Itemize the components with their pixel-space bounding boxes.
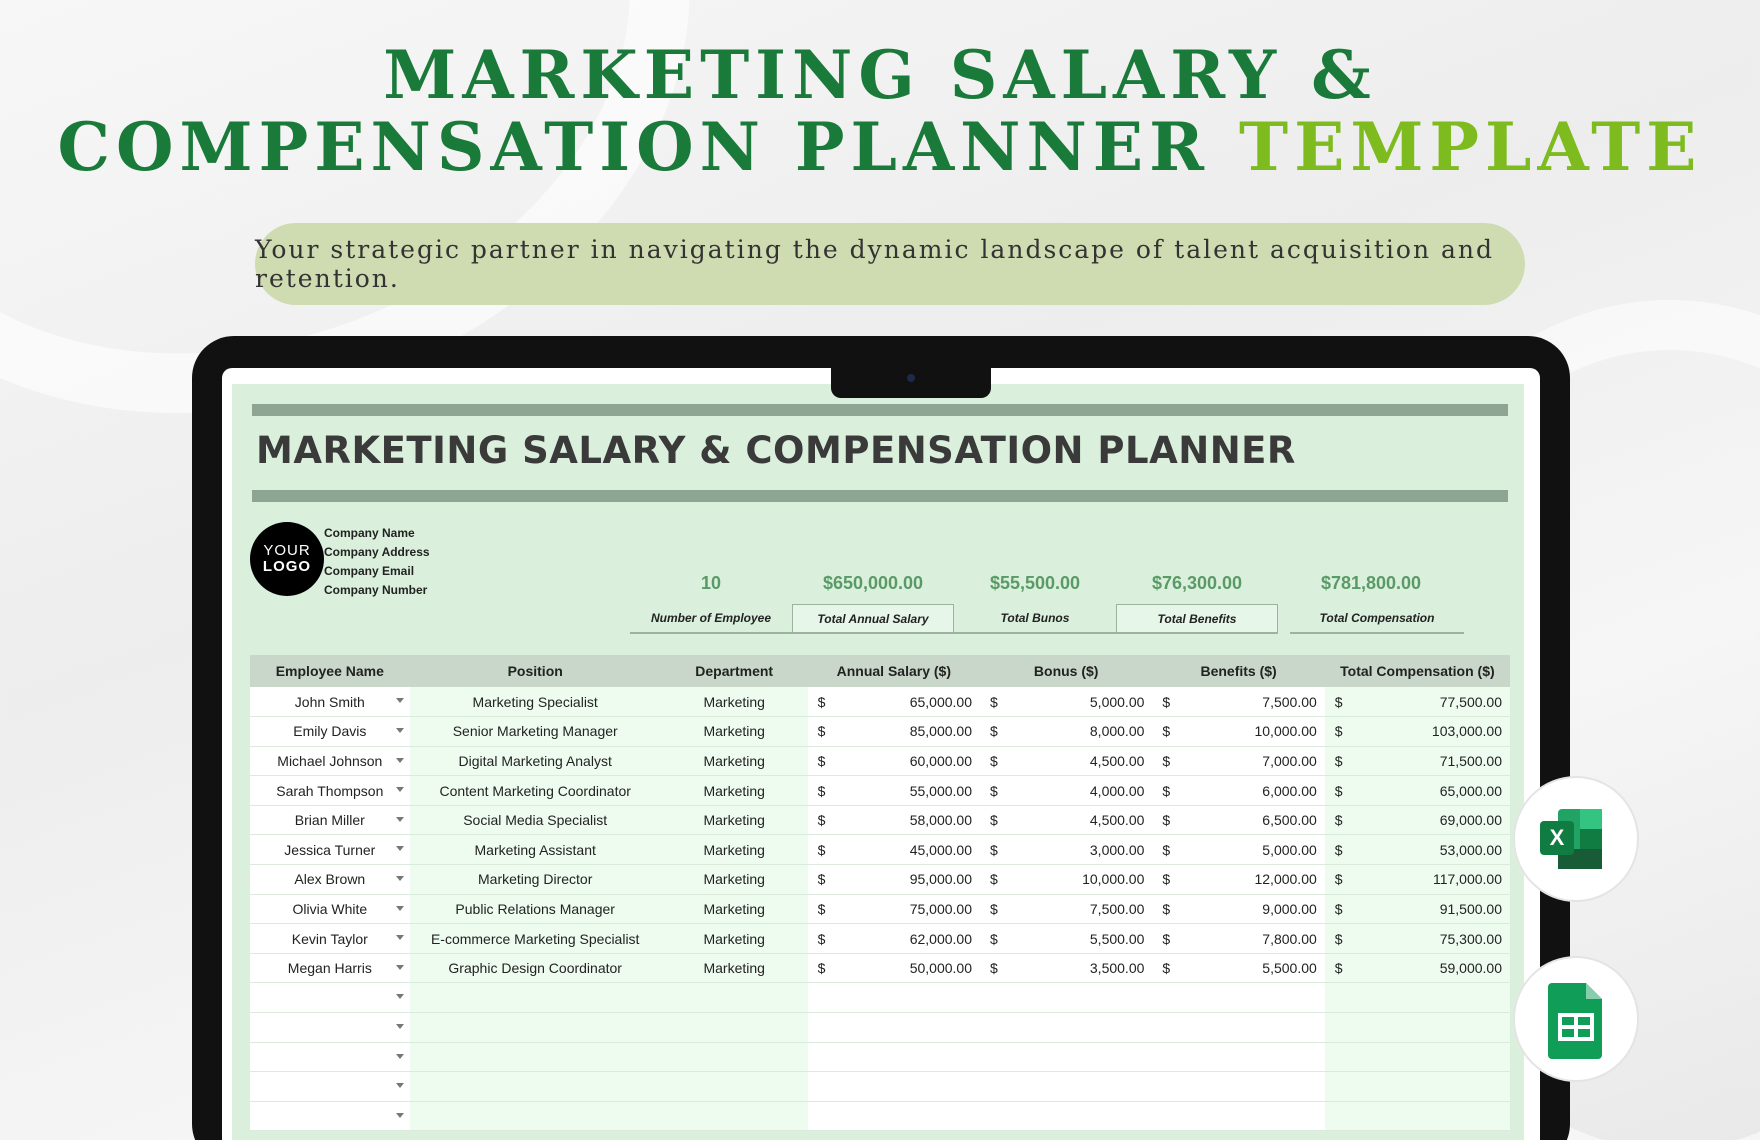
camera-icon bbox=[907, 374, 915, 382]
currency-symbol: $ bbox=[1334, 960, 1343, 977]
hero-title-line2 bbox=[0, 108, 1760, 186]
spreadsheet bbox=[232, 384, 1524, 1140]
compensation-table bbox=[250, 655, 1510, 1131]
employee-name-cell[interactable] bbox=[250, 717, 410, 747]
amount: 58,000.00 bbox=[909, 812, 972, 829]
employee-name: Sarah Thompson bbox=[276, 782, 384, 799]
bonus-cell[interactable] bbox=[980, 924, 1152, 954]
dropdown-arrow-icon[interactable] bbox=[396, 698, 404, 703]
benefits-cell[interactable] bbox=[1152, 776, 1324, 806]
bonus-cell[interactable] bbox=[980, 894, 1152, 924]
currency-symbol: $ bbox=[1334, 752, 1343, 769]
employee-name-cell[interactable] bbox=[250, 776, 410, 806]
logo-text-bottom: LOGO bbox=[262, 558, 312, 575]
total-compensation-cell bbox=[1325, 983, 1510, 1013]
currency-symbol: $ bbox=[1162, 752, 1171, 769]
col-annual-salary[interactable]: Annual Salary ($) bbox=[808, 655, 980, 687]
position-cell[interactable] bbox=[410, 1013, 661, 1043]
amount: 59,000.00 bbox=[1439, 960, 1502, 977]
benefits-cell[interactable] bbox=[1152, 865, 1324, 895]
employee-name-cell[interactable] bbox=[250, 983, 410, 1013]
currency-symbol: $ bbox=[1162, 960, 1171, 977]
annual-salary-cell[interactable] bbox=[808, 1072, 980, 1102]
department-cell[interactable]: Marketing bbox=[661, 924, 808, 954]
amount: 9,000.00 bbox=[1262, 900, 1317, 917]
currency-symbol: $ bbox=[817, 930, 826, 947]
col-bonus[interactable]: Bonus ($) bbox=[980, 655, 1152, 687]
department-cell[interactable] bbox=[661, 1042, 808, 1072]
bonus-cell[interactable] bbox=[980, 717, 1152, 747]
benefits-cell[interactable] bbox=[1152, 953, 1324, 983]
bonus-cell[interactable] bbox=[980, 1042, 1152, 1072]
dropdown-arrow-icon[interactable] bbox=[396, 1054, 404, 1059]
table-row bbox=[250, 1013, 1510, 1043]
kpi-total-salary: $650,000.00 bbox=[822, 573, 924, 593]
dropdown-arrow-icon[interactable] bbox=[396, 728, 404, 733]
position-cell[interactable]: E-commerce Marketing Specialist bbox=[410, 924, 661, 954]
amount: 95,000.00 bbox=[909, 871, 972, 888]
table-header-row bbox=[250, 655, 1510, 687]
currency-symbol: $ bbox=[990, 930, 998, 947]
position-cell[interactable]: Content Marketing Coordinator bbox=[410, 776, 661, 806]
table-row bbox=[250, 865, 1510, 895]
amount: 6,000.00 bbox=[1262, 782, 1317, 799]
total-compensation-cell bbox=[1325, 924, 1510, 954]
tagline-pill bbox=[255, 223, 1525, 305]
currency-symbol: $ bbox=[1334, 782, 1343, 799]
table-row bbox=[250, 805, 1510, 835]
currency-symbol: $ bbox=[1334, 900, 1343, 917]
amount: 7,800.00 bbox=[1262, 930, 1317, 947]
benefits-cell[interactable] bbox=[1152, 835, 1324, 865]
dropdown-arrow-icon[interactable] bbox=[396, 935, 404, 940]
amount: 10,000.00 bbox=[1082, 871, 1145, 888]
amount: 4,000.00 bbox=[1089, 782, 1145, 799]
currency-symbol: $ bbox=[1162, 871, 1171, 888]
employee-name: Brian Miller bbox=[294, 812, 365, 829]
amount: 85,000.00 bbox=[909, 723, 972, 740]
annual-salary-cell[interactable] bbox=[808, 687, 980, 717]
table-row bbox=[250, 983, 1510, 1013]
total-compensation-cell bbox=[1325, 865, 1510, 895]
company-number[interactable]: Company Number bbox=[324, 583, 428, 597]
position-cell[interactable] bbox=[410, 1072, 661, 1102]
table-row bbox=[250, 746, 1510, 776]
dropdown-arrow-icon[interactable] bbox=[396, 817, 404, 822]
amount: 6,500.00 bbox=[1262, 812, 1317, 829]
title-band-bottom bbox=[252, 490, 1508, 502]
employee-name: Emily Davis bbox=[293, 723, 367, 740]
currency-symbol: $ bbox=[1334, 841, 1343, 858]
currency-symbol: $ bbox=[817, 752, 826, 769]
department-cell[interactable]: Marketing bbox=[661, 894, 808, 924]
currency-symbol: $ bbox=[990, 723, 998, 740]
kpi-label-employees: Number of Employee bbox=[630, 604, 792, 634]
department-cell[interactable]: Marketing bbox=[661, 953, 808, 983]
table-row bbox=[250, 924, 1510, 954]
currency-symbol: $ bbox=[990, 752, 998, 769]
benefits-cell[interactable] bbox=[1152, 687, 1324, 717]
employee-name-cell[interactable] bbox=[250, 865, 410, 895]
bonus-cell[interactable] bbox=[980, 835, 1152, 865]
amount: 55,000.00 bbox=[909, 782, 972, 799]
employee-name-cell[interactable] bbox=[250, 1072, 410, 1102]
annual-salary-cell[interactable] bbox=[808, 865, 980, 895]
laptop-screen bbox=[222, 368, 1540, 1140]
bonus-cell[interactable] bbox=[980, 746, 1152, 776]
total-compensation-cell bbox=[1325, 835, 1510, 865]
position-cell[interactable] bbox=[410, 1101, 661, 1131]
currency-symbol: $ bbox=[817, 812, 826, 829]
position-cell[interactable]: Marketing Director bbox=[410, 865, 661, 895]
amount: 62,000.00 bbox=[909, 930, 972, 947]
hero-title-line1: MARKETING SALARY & bbox=[383, 36, 1377, 114]
amount: 60,000.00 bbox=[909, 752, 972, 769]
bonus-cell[interactable] bbox=[980, 805, 1152, 835]
total-compensation-cell bbox=[1325, 894, 1510, 924]
currency-symbol: $ bbox=[817, 723, 826, 740]
amount: 5,000.00 bbox=[1262, 841, 1317, 858]
department-cell[interactable]: Marketing bbox=[661, 746, 808, 776]
total-compensation-cell bbox=[1325, 717, 1510, 747]
total-compensation-cell bbox=[1325, 1042, 1510, 1072]
amount: 65,000.00 bbox=[1439, 782, 1502, 799]
annual-salary-cell[interactable] bbox=[808, 983, 980, 1013]
position-cell[interactable]: Graphic Design Coordinator bbox=[410, 953, 661, 983]
benefits-cell[interactable] bbox=[1152, 1072, 1324, 1102]
google-sheets-icon bbox=[1548, 983, 1602, 1059]
dropdown-arrow-icon[interactable] bbox=[396, 876, 404, 881]
benefits-cell[interactable] bbox=[1152, 746, 1324, 776]
table-row bbox=[250, 953, 1510, 983]
bonus-cell[interactable] bbox=[980, 776, 1152, 806]
currency-symbol: $ bbox=[817, 782, 826, 799]
hero-title-accent: TEMPLATE bbox=[1238, 108, 1703, 186]
department-cell[interactable]: Marketing bbox=[661, 776, 808, 806]
position-cell[interactable]: Marketing Specialist bbox=[410, 687, 661, 717]
bonus-cell[interactable] bbox=[980, 687, 1152, 717]
amount: 65,000.00 bbox=[909, 693, 972, 710]
amount: 10,000.00 bbox=[1254, 723, 1317, 740]
employee-name-cell[interactable] bbox=[250, 1101, 410, 1131]
department-cell[interactable]: Marketing bbox=[661, 717, 808, 747]
employee-name-cell[interactable] bbox=[250, 746, 410, 776]
employee-name-cell[interactable] bbox=[250, 924, 410, 954]
company-address[interactable]: Company Address bbox=[324, 545, 430, 559]
amount: 12,000.00 bbox=[1254, 871, 1317, 888]
google-sheets-badge bbox=[1510, 953, 1642, 1085]
annual-salary-cell[interactable] bbox=[808, 835, 980, 865]
currency-symbol: $ bbox=[1334, 723, 1343, 740]
laptop-notch bbox=[831, 368, 991, 398]
company-info bbox=[324, 524, 430, 600]
dropdown-arrow-icon[interactable] bbox=[396, 758, 404, 763]
col-employee-name[interactable]: Employee Name bbox=[250, 655, 410, 687]
bonus-cell[interactable] bbox=[980, 983, 1152, 1013]
dropdown-arrow-icon[interactable] bbox=[396, 906, 404, 911]
position-cell[interactable]: Digital Marketing Analyst bbox=[410, 746, 661, 776]
bonus-cell[interactable] bbox=[980, 865, 1152, 895]
annual-salary-cell[interactable] bbox=[808, 953, 980, 983]
total-compensation-cell bbox=[1325, 746, 1510, 776]
company-email[interactable]: Company Email bbox=[324, 564, 415, 578]
kpi-label-salary: Total Annual Salary bbox=[792, 604, 954, 634]
total-compensation-cell bbox=[1325, 687, 1510, 717]
currency-symbol: $ bbox=[990, 782, 998, 799]
annual-salary-cell[interactable] bbox=[808, 717, 980, 747]
amount: 91,500.00 bbox=[1439, 900, 1502, 917]
table-body bbox=[250, 687, 1510, 1131]
amount: 8,000.00 bbox=[1089, 723, 1145, 740]
table-row bbox=[250, 835, 1510, 865]
excel-badge bbox=[1510, 773, 1642, 905]
kpi-total-bonus: $55,500.00 bbox=[989, 573, 1081, 593]
amount: 4,500.00 bbox=[1089, 752, 1145, 769]
employee-name-cell[interactable] bbox=[250, 835, 410, 865]
currency-symbol: $ bbox=[990, 693, 998, 710]
employee-name-cell[interactable] bbox=[250, 953, 410, 983]
currency-symbol: $ bbox=[990, 841, 998, 858]
benefits-cell[interactable] bbox=[1152, 717, 1324, 747]
department-cell[interactable] bbox=[661, 983, 808, 1013]
svg-text:X: X bbox=[1549, 825, 1565, 850]
currency-symbol: $ bbox=[817, 900, 826, 917]
employee-name: Alex Brown bbox=[294, 871, 366, 888]
amount: 3,500.00 bbox=[1089, 960, 1145, 977]
position-cell[interactable] bbox=[410, 1042, 661, 1072]
bonus-cell[interactable] bbox=[980, 953, 1152, 983]
currency-symbol: $ bbox=[1334, 812, 1343, 829]
amount: 5,500.00 bbox=[1089, 930, 1145, 947]
department-cell[interactable]: Marketing bbox=[661, 865, 808, 895]
employee-name: Megan Harris bbox=[287, 960, 372, 977]
currency-symbol: $ bbox=[1162, 900, 1171, 917]
sheet-title: MARKETING SALARY & COMPENSATION PLANNER bbox=[256, 429, 1296, 472]
annual-salary-cell[interactable] bbox=[808, 1013, 980, 1043]
annual-salary-cell[interactable] bbox=[808, 1042, 980, 1072]
amount: 75,300.00 bbox=[1439, 930, 1502, 947]
dropdown-arrow-icon[interactable] bbox=[396, 846, 404, 851]
amount: 77,500.00 bbox=[1439, 693, 1502, 710]
employee-name-cell[interactable] bbox=[250, 1042, 410, 1072]
annual-salary-cell[interactable] bbox=[808, 894, 980, 924]
position-cell[interactable]: Marketing Assistant bbox=[410, 835, 661, 865]
tagline: Your strategic partner in navigating the dynamic landscape of talent acquisition and retention. bbox=[255, 235, 1494, 293]
bonus-cell[interactable] bbox=[980, 1013, 1152, 1043]
amount: 7,500.00 bbox=[1262, 693, 1317, 710]
title-band-top bbox=[252, 404, 1508, 416]
total-compensation-cell bbox=[1325, 1101, 1510, 1131]
amount: 3,000.00 bbox=[1089, 841, 1145, 858]
company-logo bbox=[250, 522, 324, 596]
kpi-label-bonus: Total Bunos bbox=[954, 604, 1116, 634]
employee-name: Michael Johnson bbox=[277, 752, 383, 769]
currency-symbol: $ bbox=[1162, 930, 1171, 947]
currency-symbol: $ bbox=[817, 841, 826, 858]
col-department[interactable]: Department bbox=[661, 655, 808, 687]
table-row bbox=[250, 687, 1510, 717]
kpi-employee-count: 10 bbox=[700, 573, 722, 593]
currency-symbol: $ bbox=[1162, 693, 1171, 710]
annual-salary-cell[interactable] bbox=[808, 805, 980, 835]
amount: 71,500.00 bbox=[1439, 752, 1502, 769]
col-position[interactable]: Position bbox=[410, 655, 661, 687]
position-cell[interactable]: Social Media Specialist bbox=[410, 805, 661, 835]
amount: 69,000.00 bbox=[1439, 812, 1502, 829]
dropdown-arrow-icon[interactable] bbox=[396, 1024, 404, 1029]
dropdown-arrow-icon[interactable] bbox=[396, 1083, 404, 1088]
total-compensation-cell bbox=[1325, 805, 1510, 835]
amount: 5,500.00 bbox=[1262, 960, 1317, 977]
employee-name-cell[interactable] bbox=[250, 687, 410, 717]
department-cell[interactable] bbox=[661, 1013, 808, 1043]
currency-symbol: $ bbox=[1162, 841, 1171, 858]
company-name[interactable]: Company Name bbox=[324, 526, 415, 540]
currency-symbol: $ bbox=[990, 812, 998, 829]
total-compensation-cell bbox=[1325, 776, 1510, 806]
amount: 50,000.00 bbox=[909, 960, 972, 977]
amount: 7,000.00 bbox=[1262, 752, 1317, 769]
department-cell[interactable] bbox=[661, 1101, 808, 1131]
annual-salary-cell[interactable] bbox=[808, 776, 980, 806]
table-row bbox=[250, 894, 1510, 924]
amount: 45,000.00 bbox=[909, 841, 972, 858]
bonus-cell[interactable] bbox=[980, 1101, 1152, 1131]
department-cell[interactable]: Marketing bbox=[661, 805, 808, 835]
employee-name: Kevin Taylor bbox=[291, 930, 368, 947]
laptop-frame bbox=[192, 336, 1570, 1140]
benefits-cell[interactable] bbox=[1152, 1101, 1324, 1131]
currency-symbol: $ bbox=[817, 871, 826, 888]
total-compensation-cell bbox=[1325, 953, 1510, 983]
currency-symbol: $ bbox=[990, 871, 998, 888]
department-cell[interactable]: Marketing bbox=[661, 835, 808, 865]
table-row bbox=[250, 1101, 1510, 1131]
department-cell[interactable]: Marketing bbox=[661, 687, 808, 717]
dropdown-arrow-icon[interactable] bbox=[396, 1113, 404, 1118]
department-cell[interactable] bbox=[661, 1072, 808, 1102]
amount: 53,000.00 bbox=[1439, 841, 1502, 858]
bonus-cell[interactable] bbox=[980, 1072, 1152, 1102]
employee-name: Olivia White bbox=[292, 900, 368, 917]
dropdown-arrow-icon[interactable] bbox=[396, 994, 404, 999]
amount: 117,000.00 bbox=[1432, 871, 1502, 888]
table-row bbox=[250, 1042, 1510, 1072]
kpi-label-benefits: Total Benefits bbox=[1116, 604, 1278, 634]
table-row bbox=[250, 717, 1510, 747]
currency-symbol: $ bbox=[990, 900, 998, 917]
currency-symbol: $ bbox=[1162, 782, 1171, 799]
position-cell[interactable]: Senior Marketing Manager bbox=[410, 717, 661, 747]
employee-name: John Smith bbox=[294, 693, 365, 710]
kpi-total-benefits: $76,300.00 bbox=[1151, 573, 1243, 593]
position-cell[interactable] bbox=[410, 983, 661, 1013]
kpi-label-compensation: Total Compensation bbox=[1290, 604, 1464, 634]
currency-symbol: $ bbox=[817, 693, 826, 710]
currency-symbol: $ bbox=[817, 960, 826, 977]
position-cell[interactable]: Public Relations Manager bbox=[410, 894, 661, 924]
benefits-cell[interactable] bbox=[1152, 805, 1324, 835]
amount: 4,500.00 bbox=[1089, 812, 1145, 829]
currency-symbol: $ bbox=[1334, 871, 1343, 888]
logo-text-top: YOUR bbox=[263, 542, 311, 559]
benefits-cell[interactable] bbox=[1152, 1042, 1324, 1072]
currency-symbol: $ bbox=[1162, 723, 1171, 740]
hero-title-main: COMPENSATION PLANNER bbox=[57, 108, 1210, 186]
col-total-compensation[interactable]: Total Compensation ($) bbox=[1325, 655, 1510, 687]
employee-name: Jessica Turner bbox=[284, 841, 376, 858]
currency-symbol: $ bbox=[1162, 812, 1171, 829]
annual-salary-cell[interactable] bbox=[808, 1101, 980, 1131]
annual-salary-cell[interactable] bbox=[808, 924, 980, 954]
kpi-total-compensation: $781,800.00 bbox=[1320, 573, 1422, 593]
annual-salary-cell[interactable] bbox=[808, 746, 980, 776]
amount: 7,500.00 bbox=[1089, 900, 1145, 917]
table-row bbox=[250, 776, 1510, 806]
currency-symbol: $ bbox=[1334, 693, 1343, 710]
table-row bbox=[250, 1072, 1510, 1102]
currency-symbol: $ bbox=[990, 960, 998, 977]
amount: 5,000.00 bbox=[1089, 693, 1145, 710]
benefits-cell[interactable] bbox=[1152, 894, 1324, 924]
dropdown-arrow-icon[interactable] bbox=[396, 787, 404, 792]
amount: 75,000.00 bbox=[909, 900, 972, 917]
col-benefits[interactable]: Benefits ($) bbox=[1152, 655, 1324, 687]
currency-symbol: $ bbox=[1334, 930, 1343, 947]
employee-name-cell[interactable] bbox=[250, 894, 410, 924]
dropdown-arrow-icon[interactable] bbox=[396, 965, 404, 970]
amount: 103,000.00 bbox=[1431, 723, 1502, 740]
total-compensation-cell bbox=[1325, 1013, 1510, 1043]
benefits-cell[interactable] bbox=[1152, 1013, 1324, 1043]
employee-name-cell[interactable] bbox=[250, 1013, 410, 1043]
benefits-cell[interactable] bbox=[1152, 983, 1324, 1013]
benefits-cell[interactable] bbox=[1152, 924, 1324, 954]
total-compensation-cell bbox=[1325, 1072, 1510, 1102]
employee-name-cell[interactable] bbox=[250, 805, 410, 835]
